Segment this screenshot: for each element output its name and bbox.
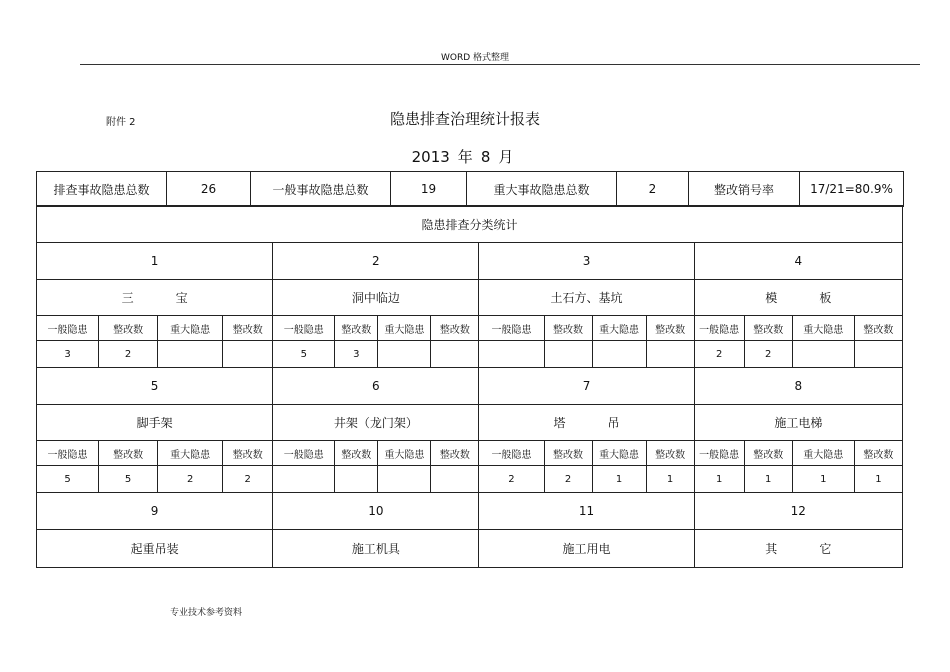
category-name-row [37, 405, 903, 441]
value-cell [431, 341, 479, 368]
summary-table [36, 171, 904, 207]
sub-header-cell: 重大隐患 [592, 441, 646, 466]
category-name-part: 施工电梯 [774, 416, 823, 430]
category-name [694, 530, 902, 568]
sub-header-cell: 整改数 [431, 316, 479, 341]
category-name [694, 280, 902, 316]
category-name [273, 530, 479, 568]
sub-header-cell: 一般隐患 [37, 316, 99, 341]
value-cell: 2 [99, 341, 158, 368]
category-name [694, 405, 902, 441]
category-name [479, 530, 694, 568]
date-month: 8 [480, 148, 491, 166]
value-cell: 1 [854, 466, 902, 493]
value-cell [431, 466, 479, 493]
category-name-part: 施工用电 [562, 542, 611, 556]
value-cell: 1 [592, 466, 646, 493]
sub-header-cell: 整改数 [744, 441, 792, 466]
value-cell: 2 [223, 466, 273, 493]
value-cell: 2 [744, 341, 792, 368]
category-name-part: 土石方、基坑 [550, 291, 623, 305]
general-hazards-value: 19 [391, 172, 467, 207]
rectification-rate-label: 整改销号率 [689, 172, 800, 207]
sub-header-cell: 一般隐患 [37, 441, 99, 466]
sub-header-row [37, 441, 903, 466]
page-header: WORD 格式整理 [440, 53, 510, 63]
rectification-rate-value: 17/21=80.9% [800, 172, 904, 207]
value-cell [378, 466, 431, 493]
sub-header-cell: 整改数 [431, 441, 479, 466]
category-name-part: 三 [121, 291, 134, 305]
category-name-part: 板 [819, 291, 832, 305]
value-row [37, 466, 903, 493]
category-name-part: 它 [819, 542, 832, 556]
value-cell: 2 [694, 341, 744, 368]
sub-header-cell: 重大隐患 [792, 441, 854, 466]
value-cell: 5 [99, 466, 158, 493]
value-cell: 1 [744, 466, 792, 493]
category-number: 12 [694, 493, 902, 530]
page-footer: 专业技术参考资料 [170, 608, 243, 618]
total-hazards-value: 26 [167, 172, 251, 207]
sub-header-cell: 整改数 [854, 316, 902, 341]
category-number-row [37, 243, 903, 280]
sub-header-cell: 一般隐患 [694, 316, 744, 341]
sub-header-cell: 重大隐患 [592, 316, 646, 341]
category-number-row [37, 368, 903, 405]
sub-header-cell: 整改数 [744, 316, 792, 341]
category-name-part: 施工机具 [351, 542, 400, 556]
attachment-label: 附件 2 [106, 117, 136, 128]
category-number: 10 [273, 493, 479, 530]
sub-header-cell: 重大隐患 [378, 441, 431, 466]
sub-header-cell: 整改数 [223, 316, 273, 341]
section-title-row [37, 206, 903, 243]
category-name-part: 其 [765, 542, 778, 556]
sub-header-cell: 整改数 [646, 441, 694, 466]
sub-header-cell: 整改数 [335, 441, 378, 466]
category-name-part: 井架（龙门架） [333, 416, 418, 430]
sub-header-cell: 一般隐患 [273, 441, 335, 466]
value-cell: 5 [37, 466, 99, 493]
category-name [479, 405, 694, 441]
total-hazards-label: 排查事故隐患总数 [37, 172, 167, 207]
sub-header-cell: 重大隐患 [158, 316, 223, 341]
report-title: 隐患排查治理统计报表 [389, 110, 540, 128]
sub-header-cell: 整改数 [335, 316, 378, 341]
sub-header-cell: 整改数 [544, 316, 592, 341]
value-cell [335, 466, 378, 493]
value-cell: 3 [37, 341, 99, 368]
category-number: 2 [273, 243, 479, 280]
category-name-part: 模 [765, 291, 778, 305]
category-name-part: 宝 [175, 291, 188, 305]
sub-header-cell: 整改数 [223, 441, 273, 466]
value-cell: 2 [479, 466, 544, 493]
category-number: 3 [479, 243, 694, 280]
category-number: 5 [37, 368, 273, 405]
header-divider [80, 64, 920, 65]
category-name [37, 530, 273, 568]
category-name-row [37, 280, 903, 316]
sub-header-cell: 重大隐患 [792, 316, 854, 341]
value-cell: 1 [792, 466, 854, 493]
value-cell [158, 341, 223, 368]
value-cell [854, 341, 902, 368]
category-name [273, 405, 479, 441]
date-year: 2013 [411, 148, 450, 166]
value-cell: 5 [273, 341, 335, 368]
value-cell [544, 341, 592, 368]
category-name-row [37, 530, 903, 568]
value-cell: 1 [646, 466, 694, 493]
summary-row [37, 172, 904, 207]
value-cell [479, 341, 544, 368]
sub-header-cell: 整改数 [646, 316, 694, 341]
section-title: 隐患排查分类统计 [37, 206, 903, 243]
sub-header-cell: 一般隐患 [694, 441, 744, 466]
major-hazards-value: 2 [617, 172, 689, 207]
sub-header-cell: 重大隐患 [158, 441, 223, 466]
category-name [37, 405, 273, 441]
sub-header-cell: 一般隐患 [273, 316, 335, 341]
value-cell [646, 341, 694, 368]
sub-header-cell: 一般隐患 [479, 441, 544, 466]
value-cell: 1 [694, 466, 744, 493]
sub-header-cell: 整改数 [854, 441, 902, 466]
category-name [479, 280, 694, 316]
category-name-part: 吊 [607, 416, 620, 430]
category-name [37, 280, 273, 316]
sub-header-cell: 整改数 [99, 316, 158, 341]
value-row [37, 341, 903, 368]
category-name-part: 洞中临边 [351, 291, 400, 305]
classification-table [36, 205, 903, 568]
value-cell: 2 [158, 466, 223, 493]
category-name [273, 280, 479, 316]
sub-header-cell: 整改数 [544, 441, 592, 466]
value-cell: 3 [335, 341, 378, 368]
category-name-part: 塔 [553, 416, 566, 430]
value-cell [378, 341, 431, 368]
sub-header-cell: 一般隐患 [479, 316, 544, 341]
sub-header-cell: 整改数 [99, 441, 158, 466]
value-cell [792, 341, 854, 368]
category-name-part: 脚手架 [136, 416, 173, 430]
value-cell [223, 341, 273, 368]
general-hazards-label: 一般事故隐患总数 [251, 172, 391, 207]
category-number: 9 [37, 493, 273, 530]
sub-header-cell: 重大隐患 [378, 316, 431, 341]
category-number: 8 [694, 368, 902, 405]
category-number-row [37, 493, 903, 530]
category-name-part: 起重吊装 [130, 542, 179, 556]
major-hazards-label: 重大事故隐患总数 [467, 172, 617, 207]
value-cell [592, 341, 646, 368]
value-cell [273, 466, 335, 493]
category-number: 11 [479, 493, 694, 530]
report-date [0, 146, 925, 167]
category-number: 6 [273, 368, 479, 405]
category-number: 4 [694, 243, 902, 280]
category-number: 7 [479, 368, 694, 405]
date-year-unit: 年 [457, 148, 473, 166]
date-month-unit: 月 [498, 148, 514, 166]
sub-header-row [37, 316, 903, 341]
category-number: 1 [37, 243, 273, 280]
value-cell: 2 [544, 466, 592, 493]
